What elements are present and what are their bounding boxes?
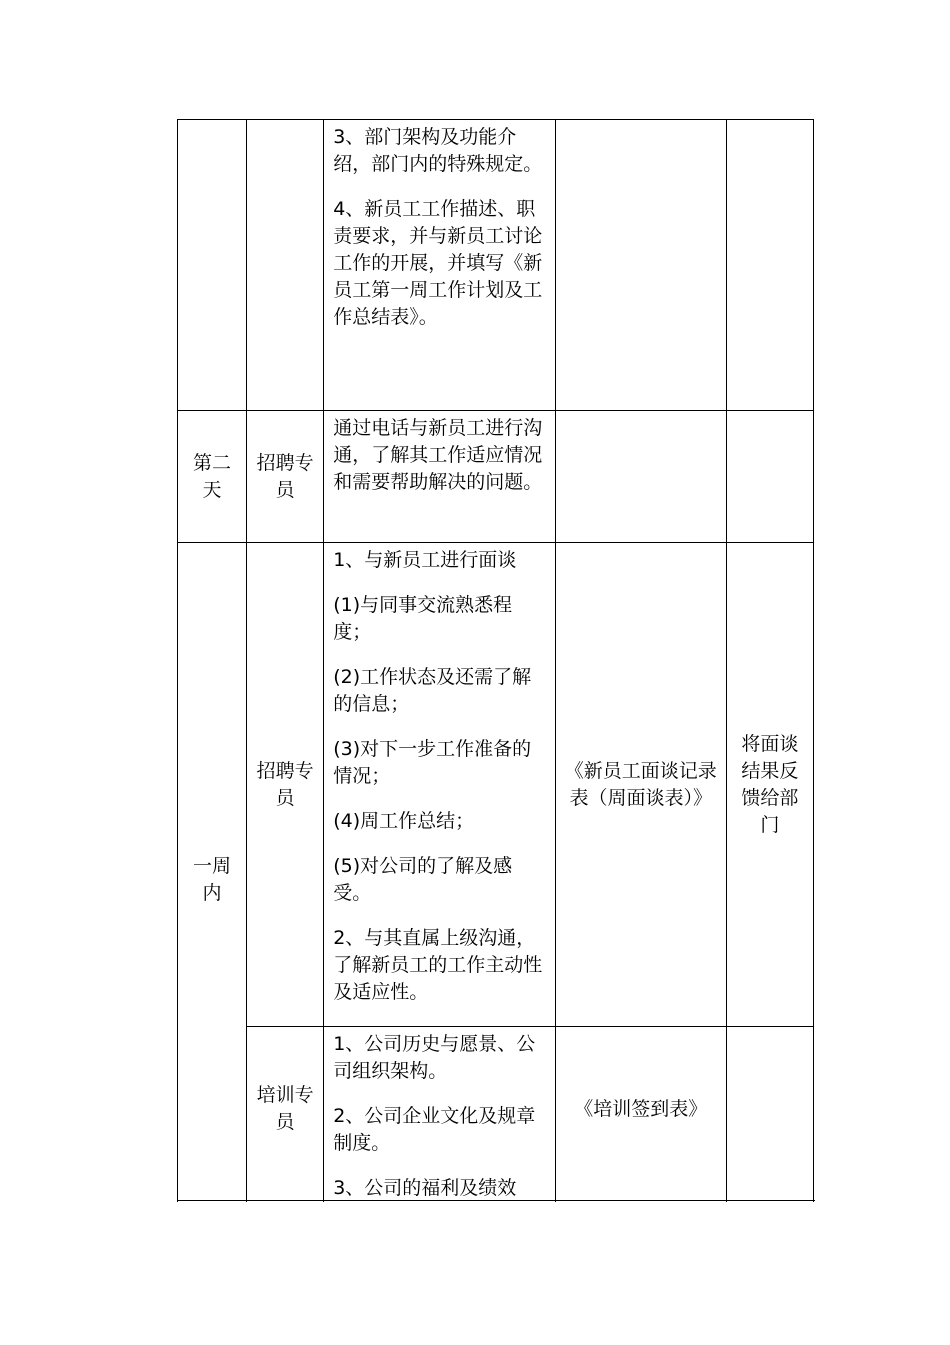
page-cut-border — [177, 1200, 815, 1201]
table-row-week1-training — [178, 1027, 814, 1203]
responsible-cell — [247, 120, 324, 411]
content-cell — [324, 1027, 555, 1203]
content-item: 1、与新员工进行面谈 — [333, 549, 517, 571]
note-cell — [726, 1027, 813, 1203]
time-cell: 第二天 — [178, 411, 247, 543]
onboarding-table — [177, 119, 814, 1202]
responsible-cell: 招聘专员 — [247, 543, 324, 1027]
content-item: 2、与其直属上级沟通，了解新员工的工作主动性及适应性。 — [333, 927, 543, 1003]
content-item: 4、新员工工作描述、职责要求，并与新员工讨论工作的开展，并填写《新员工第一周工作计划及工作总结表》。 — [333, 198, 543, 328]
time-cell: 一周内 — [178, 543, 247, 1203]
note-cell — [726, 120, 813, 411]
content-item: (2)工作状态及还需了解的信息； — [333, 666, 532, 715]
note-cell: 将面谈结果反馈给部门 — [726, 543, 813, 1027]
content-cell — [324, 411, 555, 543]
form-cell — [555, 120, 726, 411]
content-cell — [324, 120, 555, 411]
table-row-week1-recruit — [178, 543, 814, 1027]
note-cell — [726, 411, 813, 543]
content-item: 3、部门架构及功能介绍，部门内的特殊规定。 — [333, 126, 543, 175]
onboarding-table-container — [177, 119, 815, 1202]
form-cell: 《新员工面谈记录表（周面谈表）》 — [555, 543, 726, 1027]
content-item: 1、公司历史与愿景、公司组织架构。 — [333, 1033, 536, 1082]
content-item: (1)与同事交流熟悉程度； — [333, 594, 513, 643]
content-cell — [324, 543, 555, 1027]
responsible-cell: 招聘专员 — [247, 411, 324, 543]
content-item: (3)对下一步工作准备的情况； — [333, 738, 532, 787]
time-cell — [178, 120, 247, 411]
table-row-continued — [178, 120, 814, 411]
responsible-cell: 培训专员 — [247, 1027, 324, 1203]
content-item: (4)周工作总结； — [333, 810, 475, 832]
content-item: 通过电话与新员工进行沟通，了解其工作适应情况和需要帮助解决的问题。 — [333, 417, 543, 493]
content-item: 2、公司企业文化及规章制度。 — [333, 1105, 536, 1154]
content-item: (5)对公司的了解及感受。 — [333, 855, 513, 904]
table-row-day2 — [178, 411, 814, 543]
form-cell — [555, 411, 726, 543]
form-cell: 《培训签到表》 — [555, 1027, 726, 1203]
content-item: 3、公司的福利及绩效 — [333, 1177, 517, 1199]
